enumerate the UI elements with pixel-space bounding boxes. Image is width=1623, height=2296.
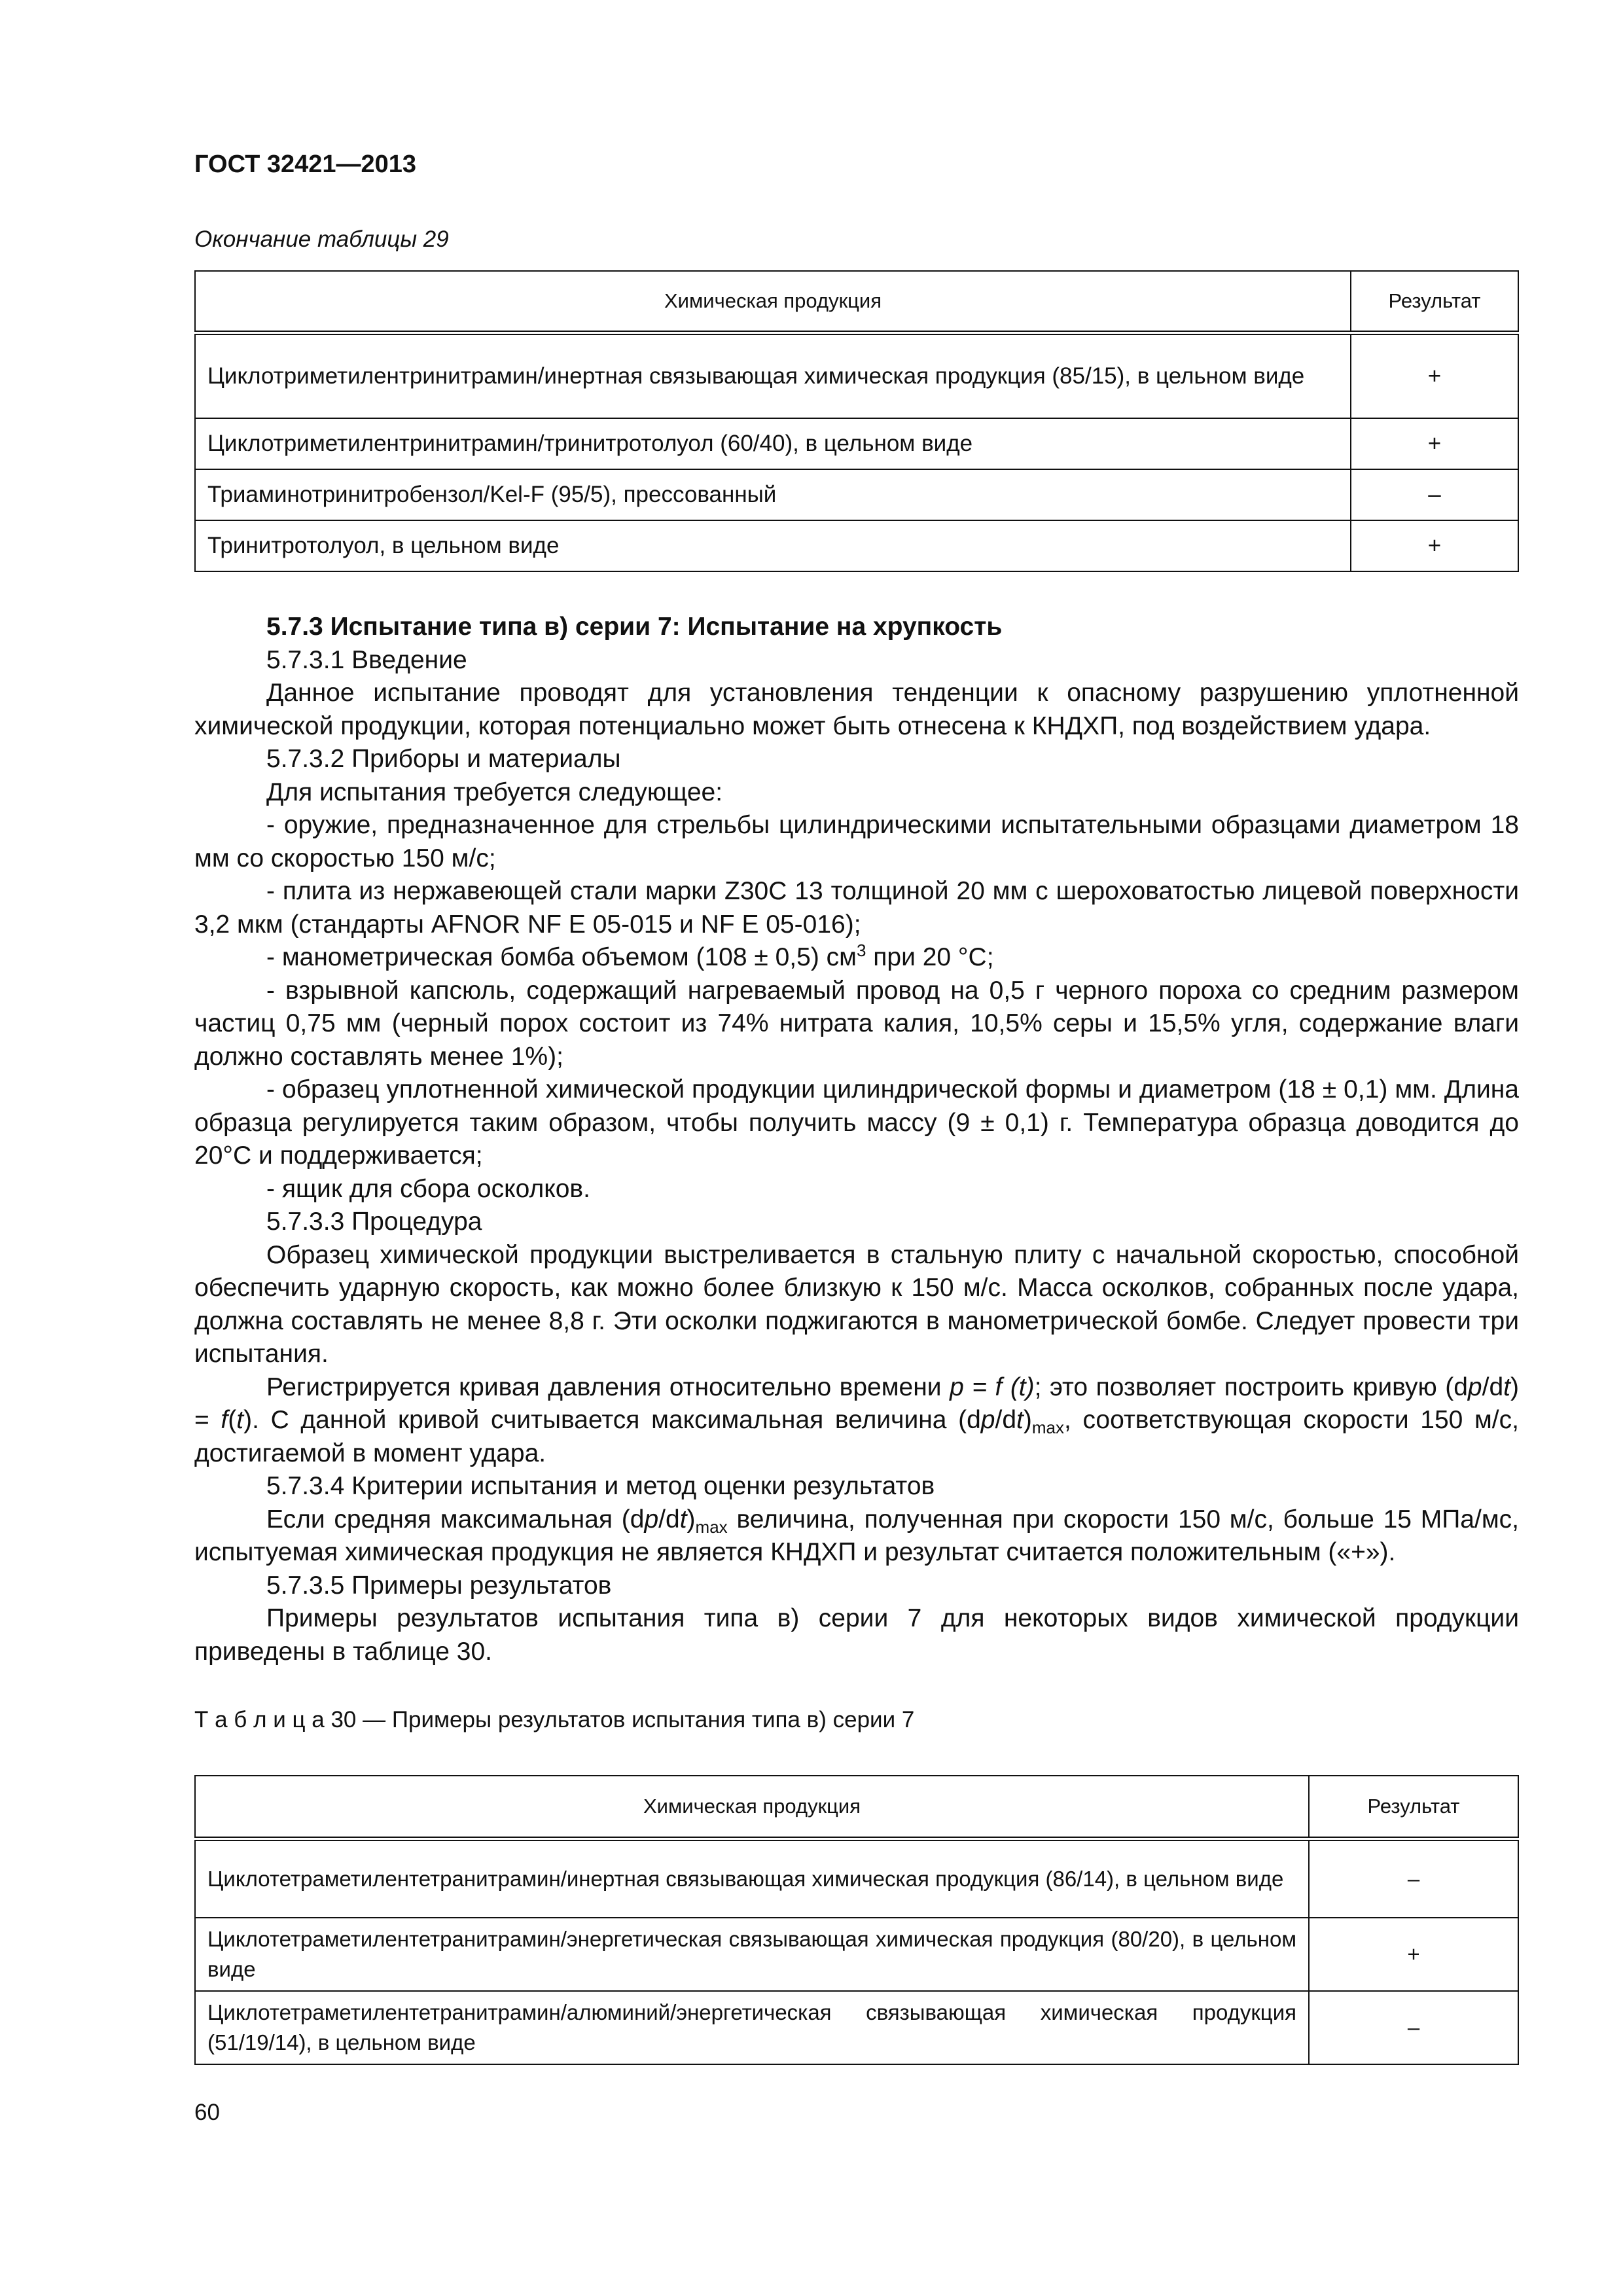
cell-product: Циклотетраметилентетранитрамин/алюминий/энергетическая связывающая химическая продукция (51/19/14), в цельном виде [195, 1991, 1309, 2064]
paragraph: Примеры результатов испытания типа в) серии 7 для некоторых видов химической продукции приведены в таблице 30. [194, 1604, 1519, 1666]
table-row [195, 418, 1518, 469]
subsection-title: 5.7.3.5 Примеры результатов [266, 1571, 612, 1600]
section-heading: 5.7.3 Испытание типа в) серии 7: Испытание на хрупкость [266, 613, 1003, 641]
cell-product: Циклотетраметилентетранитрамин/энергетическая связывающая химическая продукция (80/20), в цельном виде [195, 1918, 1309, 1991]
subsection-title: 5.7.3.3 Процедура [266, 1208, 482, 1236]
section-body [194, 611, 1519, 1668]
header-result: Результат [1309, 1776, 1518, 1839]
list-item: - ящик для сбора осколков. [266, 1174, 590, 1203]
cell-product: Триаминотринитробензол/Kel-F (95/5), прессованный [195, 469, 1351, 520]
cell-product: Тринитротолуол, в цельном виде [195, 520, 1351, 571]
paragraph: Регистрируется кривая давления относительно времени p = f (t); это позволяет построить кривую (dp/dt) = f(t). С данной кривой считывается максимальная величина $(dp/dt)_{max}$, соответствующая скорости 150 м/с, достигаемой в момент удара. [194, 1372, 1519, 1467]
cell-product: Циклотриметилентринитрамин/тринитротолуол (60/40), в цельном виде [195, 418, 1351, 469]
cell-result: + [1351, 418, 1518, 469]
cell-result: + [1351, 333, 1518, 418]
cell-result: + [1351, 520, 1518, 571]
header-result: Результат [1351, 271, 1518, 333]
paragraph: Если средняя максимальная $(dp/dt)_{max}$ величина, полученная при скорости 150 м/с, больше 15 МПа/мс, испытуемая химическая продукция не является КНДХП и результат считается положительным («+»). [194, 1505, 1519, 1566]
table29-continuation-caption: Окончание таблицы 29 [194, 226, 449, 252]
page-number: 60 [194, 2100, 220, 2125]
cell-result: + [1309, 1918, 1518, 1991]
table-header-row [195, 1776, 1518, 1839]
table-row [195, 1918, 1518, 1991]
table-header-row [195, 271, 1518, 333]
paragraph: Образец химической продукции выстреливается в стальную плиту с начальной скоростью, способной обеспечить ударную скорость, как можно более близкую к 150 м/с. Масса осколков, собранных после удара, должна составлять не менее 8,8 г. Эти осколки поджигаются в манометрической бомбе. Следует провести три испытания. [194, 1240, 1519, 1368]
cell-result: – [1309, 1991, 1518, 2064]
table-row [195, 520, 1518, 571]
subsection-title: 5.7.3.4 Критерии испытания и метод оценки результатов [266, 1472, 935, 1500]
table-row [195, 333, 1518, 418]
table-row [195, 1839, 1518, 1918]
header-product: Химическая продукция [195, 1776, 1309, 1839]
subsection-title: 5.7.3.1 Введение [266, 645, 467, 674]
table-row [195, 1991, 1518, 2064]
table-30 [194, 1775, 1519, 2065]
list-item: - оружие, предназначенное для стрельбы цилиндрическими испытательными образцами диаметром 18 мм со скоростью 150 м/с; [194, 811, 1519, 872]
subsection-title: 5.7.3.2 Приборы и материалы [266, 745, 621, 773]
table-row [195, 469, 1518, 520]
cell-result: – [1309, 1839, 1518, 1918]
table30-caption: Т а б л и ц а 30 — Примеры результатов испытания типа в) серии 7 [194, 1707, 915, 1732]
paragraph: Данное испытание проводят для установления тенденции к опасному разрушению уплотненной химической продукции, которая потенциально может быть отнесена к КНДХП, под воздействием удара. [194, 679, 1519, 740]
cell-result: – [1351, 469, 1518, 520]
list-item: - взрывной капсюль, содержащий нагреваемый провод на 0,5 г черного пороха со средним размером частиц 0,75 мм (черный порох состоит из 74% нитрата калия, 10,5% серы и 15,5% угля, содержание влаги должно составлять менее 1%); [194, 976, 1519, 1071]
list-item: - образец уплотненной химической продукции цилиндрической формы и диаметром (18 ± 0,1) мм. Длина образца регулируется таким образом, чтобы получить массу (9 ± 0,1) г. Температура образца доводится до 20°С и поддерживается; [194, 1075, 1519, 1170]
list-item: - манометрическая бомба объемом (108 ± 0,5) $см^3$ при 20 °С; [266, 941, 994, 971]
cell-product: Циклотетраметилентетранитрамин/инертная связывающая химическая продукция (86/14), в цельном виде [195, 1839, 1309, 1918]
table-29-end [194, 270, 1519, 572]
header-product: Химическая продукция [195, 271, 1351, 333]
standard-header: ГОСТ 32421—2013 [194, 151, 417, 178]
paragraph: Для испытания требуется следующее: [266, 778, 723, 806]
cell-product: Циклотриметилентринитрамин/инертная связывающая химическая продукция (85/15), в цельном виде [195, 333, 1351, 418]
list-item: - плита из нержавеющей стали марки Z30C 13 толщиной 20 мм с шероховатостью лицевой поверхности 3,2 мкм (стандарты AFNOR NF E 05-015 и NF E 05-016); [194, 877, 1519, 939]
